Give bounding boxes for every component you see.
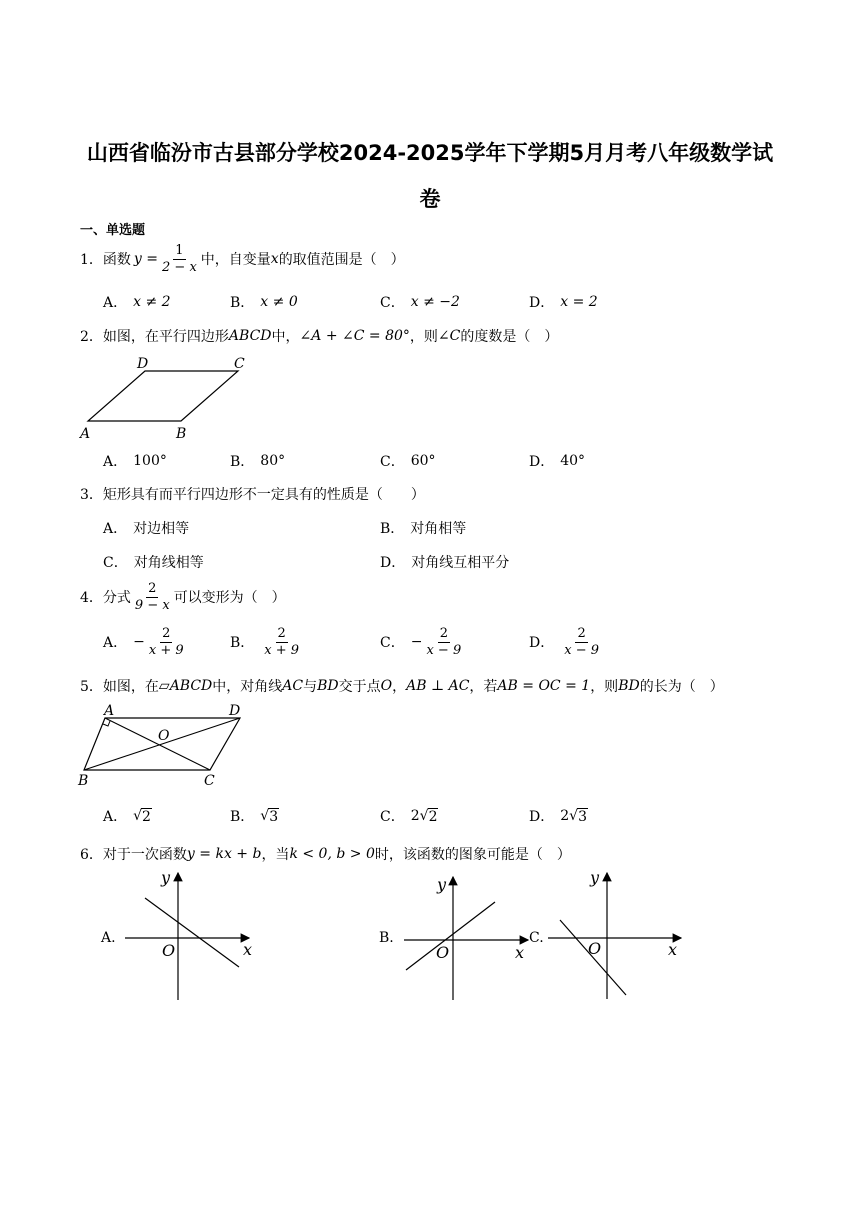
q1-text-post: 的取值范围是（ ）	[278, 252, 405, 269]
q6-text-pre: 对于一次函数	[102, 847, 187, 863]
q3-option-a[interactable]	[103, 518, 189, 538]
option-label: A．	[103, 809, 128, 825]
q3-option-d[interactable]	[380, 552, 509, 572]
option-text: x ≠ −2	[410, 294, 460, 310]
q3-option-c[interactable]	[103, 552, 204, 572]
q5-diagonal-ac: AC	[282, 678, 304, 694]
q5-perpendicular: AB ⊥ AC	[406, 678, 470, 694]
q2-shape-name: ABCD	[228, 328, 272, 344]
x-axis-label: x	[668, 940, 678, 959]
sqrt-symbol: √ 2	[133, 807, 151, 825]
y-axis-label: y	[590, 868, 600, 887]
q5-equality: AB = OC = 1	[497, 678, 591, 694]
q2-text-mid: 中，	[271, 329, 300, 345]
q5-text-2: 与	[303, 679, 318, 695]
q1-fraction-numerator: 1	[175, 243, 184, 258]
q4-option-b[interactable]	[230, 627, 303, 657]
option-text: 对角线互相平分	[411, 555, 510, 571]
q6-function: y = kx + b	[186, 846, 262, 862]
option-radicand: 2	[428, 808, 438, 825]
section-heading: 一、单选题	[80, 223, 146, 238]
q2-parallelogram	[88, 371, 238, 421]
origin-label: O	[436, 943, 450, 962]
option-text: 60°	[410, 453, 436, 469]
option-label: C．	[103, 555, 128, 571]
q5-option-c[interactable]	[380, 806, 438, 826]
q2-vertex-b: B	[176, 426, 187, 442]
q5-text-5: ，若	[469, 679, 498, 695]
q2-number: 2．	[80, 329, 103, 345]
origin-label: O	[162, 941, 176, 960]
q5-diagonal-bd: BD	[317, 678, 339, 694]
option-text: 100°	[133, 453, 167, 469]
q5-parallelogram-figure	[76, 700, 251, 790]
y-axis-label: y	[437, 875, 447, 894]
q5-segment-bd: BD	[618, 678, 640, 694]
option-text: x ≠ 2	[133, 294, 171, 310]
option-radicand: 2	[142, 808, 151, 825]
y-axis-label: y	[161, 868, 171, 887]
q6-graph-c	[548, 865, 688, 1005]
option-fraction	[262, 627, 301, 657]
q5-vertex-a: A	[104, 703, 115, 719]
question-6	[80, 844, 571, 864]
q2-option-a[interactable]	[103, 451, 167, 471]
sqrt-symbol: √ 3	[569, 807, 587, 825]
q3-text: 矩形具有而平行四边形不一定具有的性质是（ ）	[102, 487, 425, 503]
q1-lhs: y =	[133, 251, 159, 268]
q2-vertex-c: C	[234, 356, 245, 372]
q5-option-a[interactable]	[103, 806, 152, 826]
option-numerator: 2	[162, 626, 171, 641]
function-line	[406, 902, 495, 970]
q4-fraction-denominator: 9 − x	[134, 597, 170, 613]
q2-vertex-d: D	[137, 356, 149, 372]
option-label: D．	[380, 555, 406, 571]
q6-graph-b	[400, 872, 535, 1007]
q2-vertex-a: A	[80, 426, 91, 442]
option-label: A．	[103, 521, 128, 537]
option-label: C．	[380, 809, 405, 825]
q4-number: 4．	[80, 590, 103, 607]
option-label: D．	[529, 295, 555, 311]
question-5	[80, 676, 724, 696]
q5-text-7: 的长为（ ）	[639, 679, 724, 695]
q1-option-a[interactable]	[103, 292, 171, 312]
option-label: B．	[230, 809, 255, 825]
option-fraction	[147, 627, 186, 657]
option-label: A．	[103, 635, 128, 652]
option-sign: −	[133, 634, 145, 651]
option-label: D．	[529, 454, 555, 470]
option-numerator: 2	[277, 626, 286, 641]
option-text: x = 2	[560, 294, 598, 310]
q1-text-mid: 中，自变量	[200, 252, 271, 269]
option-denominator: x − 9	[426, 642, 462, 658]
option-text: 80°	[260, 453, 286, 469]
q2-parallelogram-figure	[78, 352, 253, 442]
q1-option-c[interactable]	[380, 292, 460, 312]
question-1	[80, 244, 405, 274]
q6-option-a-label[interactable]: A.	[101, 930, 116, 946]
sqrt-symbol: √ 2	[419, 807, 438, 825]
option-label: D．	[529, 809, 555, 825]
q5-number: 5．	[80, 679, 103, 695]
option-text: 40°	[560, 453, 586, 469]
option-text: 对角线相等	[133, 555, 204, 571]
option-label: C．	[380, 454, 405, 470]
q5-text-4: ，	[392, 679, 407, 695]
q1-option-d[interactable]	[529, 292, 598, 312]
q5-option-b[interactable]	[230, 806, 279, 826]
option-radicand: 3	[578, 808, 587, 825]
q2-option-c[interactable]	[380, 451, 436, 471]
exam-title: 山西省临汾市古县部分学校2024-2025学年下学期5月月考八年级数学试	[86, 141, 774, 165]
q6-number: 6．	[80, 847, 103, 863]
q5-vertex-b: B	[78, 773, 89, 789]
option-label: A．	[103, 295, 128, 311]
q5-point-o: O	[380, 678, 393, 694]
q1-fraction-denominator: 2 − x	[162, 259, 197, 275]
q5-text-pre: 如图，在	[102, 679, 159, 695]
q6-option-c-label[interactable]: C.	[529, 930, 544, 946]
option-label: B．	[230, 454, 255, 470]
q4-option-a[interactable]	[103, 627, 188, 657]
x-axis-label: x	[243, 940, 253, 959]
q6-graph-a	[125, 865, 270, 1005]
q5-text-1: 中，对角线	[212, 679, 283, 695]
option-label: B．	[380, 521, 405, 537]
q2-option-d[interactable]	[529, 451, 585, 471]
option-text: 对边相等	[133, 521, 190, 537]
q5-vertex-c: C	[204, 773, 215, 789]
q5-text-3: 交于点	[338, 679, 381, 695]
q5-option-d[interactable]	[529, 806, 588, 826]
q2-text-then: ，则	[409, 329, 438, 345]
question-4	[80, 582, 286, 612]
q4-fraction	[133, 582, 172, 612]
option-coefficient: 2	[410, 808, 420, 824]
q6-option-b-label[interactable]: B.	[379, 930, 394, 946]
q5-diagonal-ac-line	[105, 718, 210, 770]
sqrt-symbol: √ 3	[260, 807, 279, 825]
option-label: B．	[230, 295, 255, 311]
option-numerator: 2	[577, 626, 586, 641]
option-label: B．	[230, 635, 255, 652]
q4-fraction-numerator: 2	[148, 581, 157, 596]
origin-label: O	[588, 939, 602, 958]
q1-number: 1．	[80, 252, 103, 269]
option-label: D．	[529, 635, 555, 652]
q4-option-c[interactable]	[380, 627, 465, 657]
q5-vertex-d: D	[229, 703, 241, 719]
q1-variable: x	[270, 251, 279, 268]
option-text: x ≠ 0	[260, 294, 298, 310]
q6-text-post: 时，该函数的图象可能是（ ）	[374, 847, 571, 863]
q4-text-post: 可以变形为（ ）	[173, 590, 286, 607]
q2-option-b[interactable]	[230, 451, 285, 471]
q3-number: 3．	[80, 487, 103, 503]
q2-condition: ∠A + ∠C = 80°	[299, 328, 410, 344]
q4-option-d[interactable]	[529, 627, 603, 657]
option-sign: −	[410, 634, 423, 651]
q3-option-b[interactable]	[380, 518, 466, 538]
exam-title-continued: 卷	[419, 187, 441, 211]
option-fraction	[424, 627, 463, 657]
x-axis-label: x	[515, 943, 525, 962]
option-radicand: 3	[269, 808, 279, 825]
option-denominator: x + 9	[148, 642, 184, 658]
q5-center-o: O	[158, 728, 170, 744]
option-numerator: 2	[439, 626, 448, 641]
question-2	[80, 326, 558, 346]
q6-text-mid: ，当	[261, 847, 290, 863]
q5-text-6: ，则	[590, 679, 619, 695]
q2-text-pre: 如图，在平行四边形	[102, 329, 229, 345]
q2-text-post: 的度数是（ ）	[460, 329, 559, 345]
option-denominator: x − 9	[564, 642, 599, 658]
function-line	[145, 898, 239, 967]
option-label: C．	[380, 295, 405, 311]
question-3	[80, 484, 425, 504]
option-label: A．	[103, 454, 128, 470]
q4-text-pre: 分式	[102, 590, 131, 607]
q5-shape-name: ▱ABCD	[158, 678, 213, 694]
option-denominator: x + 9	[264, 642, 300, 658]
q1-fraction	[160, 244, 199, 274]
q2-angle: ∠C	[437, 328, 461, 344]
q1-option-b[interactable]	[230, 292, 298, 312]
option-label: C．	[380, 635, 405, 652]
q1-text-pre: 函数	[102, 252, 131, 269]
option-coefficient: 2	[560, 808, 570, 824]
q6-condition: k < 0, b > 0	[289, 846, 375, 862]
option-fraction	[562, 627, 601, 657]
option-text: 对角相等	[410, 521, 467, 537]
